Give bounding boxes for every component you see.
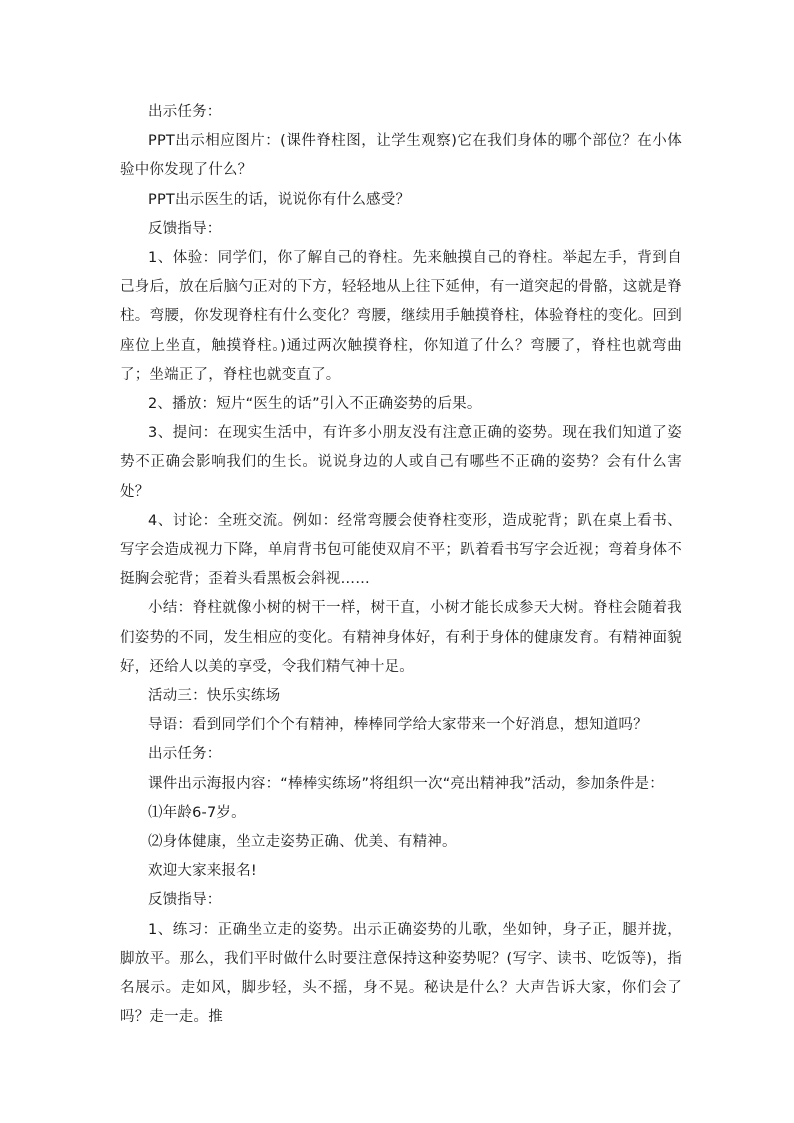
paragraph-intro: 导语：看到同学们个个有精神，棒棒同学给大家带来一个好消息，想知道吗？ — [148, 717, 648, 734]
paragraph-poster: 课件出示海报内容：“棒棒实练场”将组织一次“亮出精神我”活动，参加条件是： — [148, 775, 664, 792]
paragraph-experience: 1、体验：同学们，你了解自己的脊柱。先来触摸自己的脊柱。举起左手，背到自己身后，放在后脑勺正对的下方，轻轻地从上往下延伸，有一道突起的骨骼，这就是脊柱。弯腰，你发现脊柱有什么变化？弯腰，继续用手触摸脊柱，体验脊柱的变化。回到座位上坐直，触摸脊柱。)通过两次触摸脊柱，你知道了什么？弯腰了，脊柱也就弯曲了；坐端正了，脊柱也就变直了。 — [120, 250, 682, 383]
paragraph-summary: 小结：脊柱就像小树的树干一样，树干直，小树才能长成参天大树。脊柱会随着我们姿势的不同，发生相应的变化。有精神身体好，有利于身体的健康发育。有精神面貌好，还给人以美的享受，令我们精气神十足。 — [120, 600, 682, 675]
paragraph-ppt-doctor-words: PPT出示医生的话，说说你有什么感受？ — [148, 191, 411, 208]
paragraph-condition-age: ⑴年龄6-7岁。 — [148, 804, 246, 821]
paragraph-practice: 1、练习：正确坐立走的姿势。出示正确姿势的儿歌，坐如钟，身子正，腿并拢，脚放平。那么，我们平时做什么时要注意保持这种姿势呢？(写字、读书、吃饭等)，指名展示。走如风，脚步轻，头不摇，身不晃。秘诀是什么？大声告诉大家，你们会了吗？走一走。推 — [120, 921, 682, 1026]
paragraph-task-heading: 出示任务： — [148, 104, 222, 120]
document-body — [120, 98, 682, 1033]
paragraph-welcome: 欢迎大家来报名! — [148, 863, 257, 880]
paragraph-task-heading-2: 出示任务： — [148, 746, 222, 763]
paragraph-activity-three: 活动三：快乐实练场 — [148, 688, 281, 705]
paragraph-feedback-heading-2: 反馈指导： — [148, 892, 222, 909]
paragraph-feedback-heading: 反馈指导： — [148, 220, 222, 237]
paragraph-condition-health: ⑵身体健康，坐立走姿势正确、优美、有精神。 — [148, 834, 457, 851]
paragraph-discussion: 4、讨论：全班交流。例如：经常弯腰会使脊柱变形，造成驼背；趴在桌上看书、写字会造成视力下降，单肩背书包可能使双肩不平；趴着看书写字会近视；弯着身体不挺胸会驼背；歪着头看黑板会斜视…… — [120, 512, 682, 588]
paragraph-question: 3、提问：在现实生活中，有许多小朋友没有注意正确的姿势。现在我们知道了姿势不正确会影响我们的生长。说说身边的人或自己有哪些不正确的姿势？会有什么害处？ — [120, 425, 682, 500]
paragraph-ppt-spine-image: PPT出示相应图片：(课件脊柱图，让学生观察)它在我们身体的哪个部位？在小体验中你发现了什么？ — [120, 133, 682, 179]
paragraph-play-video: 2、播放：短片“医生的话”引入不正确姿势的后果。 — [148, 396, 482, 413]
